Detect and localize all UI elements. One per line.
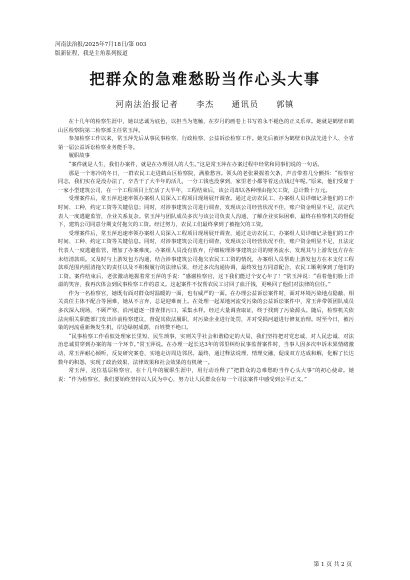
paragraph: 受理案件后，常玉萍迅速率领办案组人员深入工程项目现场展开调查，通过走访农民工，办案组人员详细记录他们的工作时间、工种、约定工资等关键信息。同时，对涉事建筑公司进行调查，发现该公司经营状况不佳，账户资金明显不足，且法定代表人一度逃避监管，增加了办案难度。办案组人员没有放弃，仔细梳理涉事建筑公司的财务流水，发现其与上游发包方存在未结清款项。又及时与上游发包方沟通，结合涉事建筑公司拖欠农民工工资的情况，办案组人员帮助上游发包方在本支付工程款项范围内厘清拖欠的责任以及不积极履行的法律后果，经过多次沟通协调，最终发包方同意配合，农民工顺利拿到了他们的工资。案件结束后，老张激动地握着常玉萍的手说：“感谢检察官，这下我们能过个安心年了！”常玉萍说：“看着他们脸上洋溢的笑容，我再次体会到民事检察工作的意义。这起案件不仅帮农民工讨回了血汗钱，更唤回了他们对法律的信任。” <box>58 230 354 289</box>
byline-author-2: 郭镇 <box>276 100 295 109</box>
masthead-line-1: 河南法治报/2025年7月18日/第 003 <box>55 42 147 48</box>
paragraph: 参加检察工作以来，常玉萍先后从事民事检察、行政检察、公益诉讼检察工作。她先后被评为鹤壁市执法先进个人、全省第一届公益诉讼检察业务能手等。 <box>58 136 354 151</box>
masthead-line-2: 版新征程，我是主角系列报道 <box>55 51 128 57</box>
paragraph: 在十几年的检察生涯中，她以忠诚为底色，以担当为笔触，在岁月的画卷上书写着永不褪色的正义乐章。她就是鹤壁市鹤山区检察院第二检察部主任常玉萍。 <box>58 119 354 134</box>
article-title: 把群众的急难愁盼当作心头大事 <box>89 70 321 88</box>
byline-outlet: 河南法治报记者 <box>115 100 179 109</box>
byline-author-1: 李杰 <box>196 100 215 109</box>
paragraph: 受理案件后，常玉萍迅速率领办案组人员深入工程项目现场展开调查。通过走访农民工、办案组人员详细记录他们的工作时间、工种，约定工资等关键信息；同时，对涉事建筑公司进行调查，发现该公司经营状况不佳，账户资金明显不足，法定代表人一度逃避监管，企业关系复杂。常玉萍与团队成员多次与该公司负责人沟通，了解企业实际困难，最终在检察机关的督促下，建筑公司同意分期支付拖欠的工资。经过努力，农民工们最终拿到了被拖欠的工资。 <box>58 196 354 229</box>
page-number: 第 1 页 共 2 页 <box>313 562 352 568</box>
byline-role: 通讯员 <box>231 100 259 109</box>
paragraph: 作为一名检察官，她既有面对群众时温暖的一面，也有威严的一面。在办理公益诉讼案件时，面对环境污染地点隐蔽、相关责任主体不配合等困难，她从不言弃，总是迎难而上。在处理一起某地河流受污染的公益诉讼案件中，常玉萍带领团队成员多次深入现场，不顾严寒，沿河道逐一排查排污口，采集水样。经过大量调查取证，终于找到了污染源头。随后，检察机关依法向相关职能部门发出诊前检察建议，督促其依法履职，对污染企业进行处罚，并对受损河道进行修复治理。时至今日，被污染的河流重新焕发生机，岸边绿树成荫，百姓赞不绝口。 <box>58 290 354 332</box>
paragraph: 常玉萍，这位基层检察官，在十几年的履职生涯中，用行动诠释了“把群众的急难愁盼当作心头大事”的初心使命。她说：“作为检察官，我们要始终坚持以人民为中心，努力让人民群众在每一个司法案件中感受到公平正义。” <box>58 368 354 383</box>
section-heading: 履职故事 <box>68 153 90 160</box>
byline <box>0 99 410 110</box>
article-body <box>58 118 354 550</box>
paragraph: “民事检察工作看似处理家长里短、民生琐事，实则关乎社会和谐稳定的大局，我们坚持把对党忠诚、对人民忠诚、对法治忠诚贯穿到办案的每一个环节。”常玉萍说。在办理一起长达3年的邻里纠纷民事监督案件时，当事人因多次申诉未果情绪激动，常玉萍耐心倾听，反复研究案卷，实地走访周边邻居。最终，通过释法说理、情理交融，促成双方达成和解，化解了长达数年的积怨，实现了政治效果、法律效果和社会效果的有机统一。 <box>58 333 354 366</box>
masthead <box>55 41 355 59</box>
paragraph: 那是一个寒冷的冬日，一群农民工走进鹤山区检察院，满脸愁容。领头的老张紧握着欠条，声音带着几分颤抖：“检察官同志，我们实在是没办法了，辛苦干了大半年的活儿，一分工钱也没拿到，家里老小都等着这点钱过年呢。”原来，他们受雇于一家小型建筑公司，在一个工程项目上忙活了大半年，工程结束后，该公司却以各种理由拖欠工资，总计数十万元。 <box>58 170 354 194</box>
paragraph: “案件就是人生，我们办案件，就是在办理别人的人生。”这是常玉萍在办案过程中经常和同事们说的一句话。 <box>68 161 323 168</box>
